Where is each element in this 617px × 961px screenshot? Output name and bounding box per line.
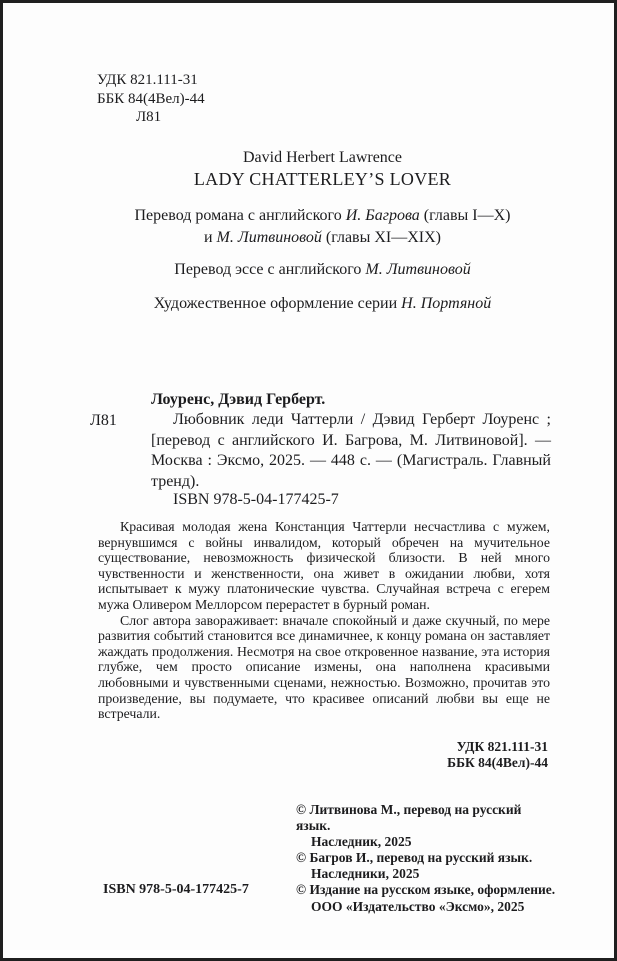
bottom-classification-codes <box>447 739 548 771</box>
note-text: (главы I—X) <box>419 207 511 224</box>
copyright-item <box>296 802 558 850</box>
translator-name: М. Литвиновой <box>365 261 471 278</box>
copyright-line-continuation: Наследник, 2025 <box>311 834 412 850</box>
designer-name: Н. Портяной <box>401 295 492 312</box>
copyright-line-continuation: ООО «Издательство «Эксмо», 2025 <box>311 898 525 914</box>
novel-translation-note-line1 <box>95 207 550 225</box>
bottom-isbn: ISBN 978-5-04-177425-7 <box>103 882 249 897</box>
copyright-item <box>296 850 558 882</box>
catalog-card-author-sign: Л81 <box>90 412 117 429</box>
book-title-latin: LADY CHATTERLEY’S LOVER <box>193 169 452 189</box>
annotation <box>98 519 550 722</box>
bbk-code: ББК 84(4Вел)-44 <box>97 90 205 107</box>
translator-name: М. Литвиновой <box>216 229 322 246</box>
annotation-paragraph-2: Слог автора завораживает: вначале спокойный и даже скучный, по мере развития событий становится все динамичнее, к концу романа он заставляет жаждать продолжения. Несмотря на свое откровенное название, эта история глубже, чем просто описание измены, она наполнена красивыми любовными и чувственными сценами, нежностью. Возможно, прочитав это произведение, вы подумаете, что красивее описаний любви вы еще не встречали. <box>98 612 550 722</box>
bottom-bbk-code: ББК 84(4Вел)-44 <box>447 755 548 770</box>
note-text: (главы XI—XIX) <box>321 229 442 246</box>
essay-translation-note <box>95 261 550 279</box>
udk-code: УДК 821.111-31 <box>97 72 198 88</box>
copyright-line: © Литвинова М., перевод на русский язык. <box>296 802 522 834</box>
annotation-paragraph-1: Красивая молодая жена Констанция Чаттерли несчастлива с мужем, вернувшимся с войны инвалидом, который обречен на мучительное существование, невозможность физической близости. В ней много чувственности и женственности, она живет в ожидании любви, хотя испытывает к мужу платонические чувства. Случайная встреча с егерем мужа Оливером Меллорсом перерастет в бурный роман. <box>98 519 550 612</box>
note-text: Художественное оформление серии <box>153 295 402 312</box>
novel-translation-note-line2 <box>95 229 550 247</box>
catalog-card-description: Любовник леди Чаттерли / Дэвид Герберт Лоуренс ; [перевод с английского И. Багрова, М. Литвиновой]. — Москва : Эксмо, 2025. — 448 с. — (Магистраль. Главный тренд). <box>151 411 551 490</box>
book-author-latin: David Herbert Lawrence <box>242 149 403 166</box>
top-classification-codes <box>97 71 205 127</box>
author-sign: Л81 <box>136 109 162 125</box>
translator-name: И. Багрова <box>345 207 420 224</box>
series-design-note <box>95 295 550 313</box>
note-text: и <box>203 229 217 246</box>
bottom-udk-code: УДК 821.111-31 <box>456 739 548 754</box>
copyright-line: © Багров И., перевод на русский язык. <box>296 850 533 866</box>
note-text: Перевод романа с английского <box>134 207 346 224</box>
copyright-item <box>296 882 558 914</box>
copyright-line-continuation: Наследники, 2025 <box>311 866 420 882</box>
catalog-card-author-header: Лоуренс, Дэвид Герберт. <box>151 391 326 408</box>
copyright-list <box>296 802 558 915</box>
note-text: Перевод эссе с английского <box>174 261 366 278</box>
catalog-card-isbn: ISBN 978-5-04-177425-7 <box>173 491 339 508</box>
copyright-line: © Издание на русском языке, оформление. <box>296 882 556 898</box>
